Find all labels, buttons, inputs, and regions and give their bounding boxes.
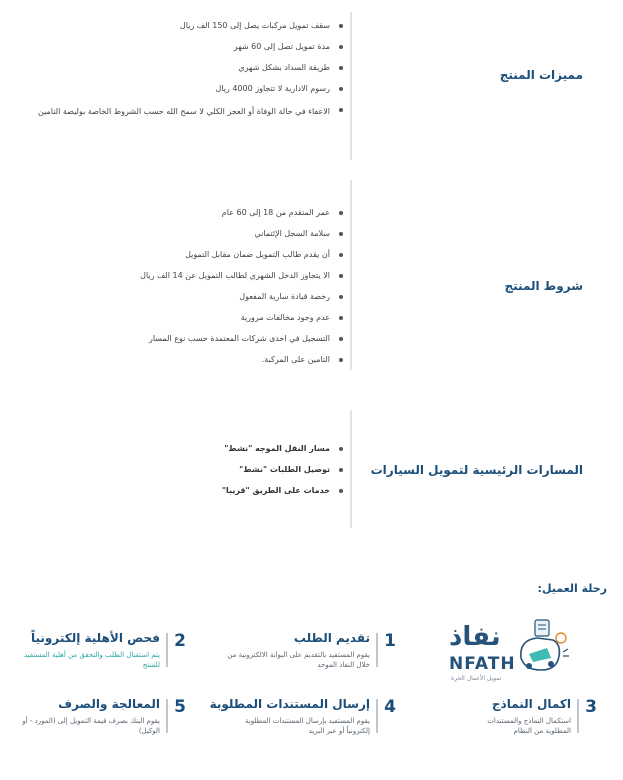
tracks-title: المسارات الرئيسية لتمويل السيارات: [370, 463, 583, 477]
list-item: مسار النقل الموجه "نشط": [20, 444, 330, 454]
list-item: التسجيل في احدى شركات المعتمدة حسب نوع المسار: [20, 334, 330, 344]
list-item: توصيل الطلبات "نشط": [20, 465, 330, 475]
tracks-list: [20, 444, 346, 496]
conditions-title: شروط المنتج: [504, 279, 583, 293]
features-title: مميزات المنتج: [499, 68, 583, 82]
step-title: إرسال المستندات المطلوبة: [209, 697, 370, 711]
step-title: فحص الأهلية إلكترونياً: [30, 631, 160, 645]
step-description: استكمال النماذج والمستندات المطلوبة من النظام: [487, 717, 571, 735]
journey-step-2: [16, 631, 186, 675]
list-item: رخصة قيادة سارية المفعول: [20, 292, 330, 302]
step-title: تقديم الطلب: [293, 631, 370, 645]
list-item: التامين على المركبة.: [20, 355, 330, 365]
step-number: 3: [585, 697, 597, 717]
list-item: طريقة السداد بشكل شهري: [20, 63, 330, 73]
list-item: مدة تمويل تصل إلى 60 شهر: [20, 42, 330, 52]
nfath-tagline: تمويل الأعمال الحرة: [451, 675, 502, 682]
list-item: سقف تمويل مركبات يصل إلى 150 الف ريال: [20, 21, 330, 31]
list-item: أن يقدم طالب التمويل ضمان مقابل التمويل: [20, 250, 330, 260]
step-divider: [376, 633, 378, 667]
journey-step-1: [226, 631, 396, 675]
step-number: 2: [174, 631, 186, 651]
step-number: 4: [384, 697, 396, 717]
section-divider: [350, 12, 352, 160]
step-number: 5: [174, 697, 186, 717]
list-item: الاعفاء في حالة الوفاة أو العجز الكلي لا سمح الله حسب الشروط الخاصة بوليصة التامين: [20, 105, 330, 118]
step-divider: [166, 699, 168, 733]
journey-title: رحلة العميل:: [537, 582, 607, 595]
step-description: يقوم البنك بصرف قيمة التمويل إلى (المورد - أو الوكيل): [22, 717, 160, 735]
step-title: المعالجة والصرف: [58, 697, 160, 711]
step-title: اكمال النماذج: [491, 697, 571, 711]
step-description: يقوم المستفيد بإرسال المستندات المطلوبة إلكترونياً أو عبر البريد: [245, 717, 370, 735]
journey-step-4: [206, 697, 396, 741]
journey-step-5: [16, 697, 186, 741]
step-divider: [376, 699, 378, 733]
conditions-list: [20, 208, 346, 365]
step-description: يتم استقبال الطلب والتحقق من أهلية المستفيد للمنتج: [23, 651, 160, 669]
list-item: عمر المتقدم من 18 إلى 60 عام: [20, 208, 330, 218]
nfath-english-logo: NFATH: [449, 654, 516, 674]
step-description: يقوم المستفيد بالتقديم على البوابة الالكترونية من خلال النفاذ الموحد: [227, 651, 370, 669]
journey-step-3: [447, 697, 597, 741]
features-list: [20, 21, 346, 118]
list-item: خدمات على الطريق "قريبا": [20, 486, 330, 496]
section-divider: [350, 180, 352, 370]
list-item: سلامة السجل الإئتماني: [20, 229, 330, 239]
nfath-arabic-logo: نفاذ: [449, 622, 501, 652]
car-document-icon: [513, 618, 573, 678]
list-item: عدم وجود مخالفات مرورية: [20, 313, 330, 323]
step-divider: [166, 633, 168, 667]
list-item: الا يتجاوز الدخل الشهري لطالب التمويل عن 14 الف ريال: [20, 271, 330, 281]
step-divider: [577, 699, 579, 733]
step-number: 1: [384, 631, 396, 651]
nfath-logo: [449, 618, 569, 688]
list-item: رسوم الادارية لا تتجاوز 4000 ريال: [20, 84, 330, 94]
